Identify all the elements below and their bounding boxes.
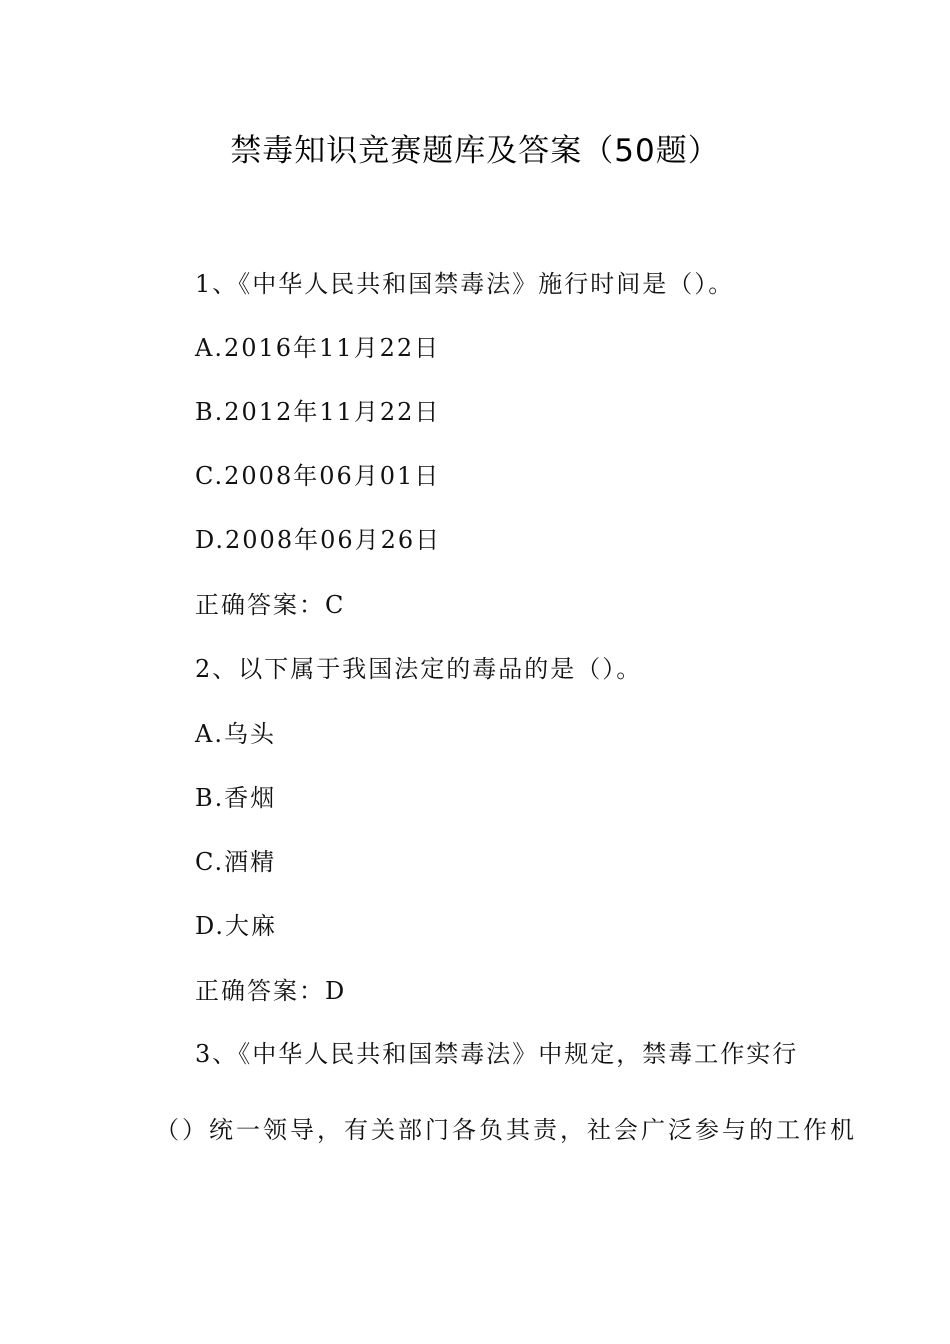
option-1a: A.2016年11月22日 <box>195 334 441 362</box>
question-1: 1、《中华人民共和国禁毒法》施行时间是（）。 <box>195 270 735 298</box>
answer-1: 正确答案：C <box>195 591 346 619</box>
option-2a: A.乌头 <box>195 720 276 748</box>
document-title: 禁毒知识竞赛题库及答案（50题） <box>230 133 720 169</box>
question-3-line-1: 3、《中华人民共和国禁毒法》中规定，禁毒工作实行 <box>195 1040 799 1068</box>
option-2b: B.香烟 <box>195 784 277 812</box>
question-2: 2、以下属于我国法定的毒品的是（）。 <box>195 655 643 683</box>
question-3-line-2: （）统一领导，有关部门各负其责，社会广泛参与的工作机 <box>155 1116 857 1144</box>
option-2c: C.酒精 <box>195 848 277 876</box>
option-1d: D.2008年06月26日 <box>195 526 442 554</box>
answer-2: 正确答案：D <box>195 977 347 1005</box>
option-2d: D.大麻 <box>195 912 278 940</box>
option-1b: B.2012年11月22日 <box>195 398 441 426</box>
option-1c: C.2008年06月01日 <box>195 462 441 490</box>
